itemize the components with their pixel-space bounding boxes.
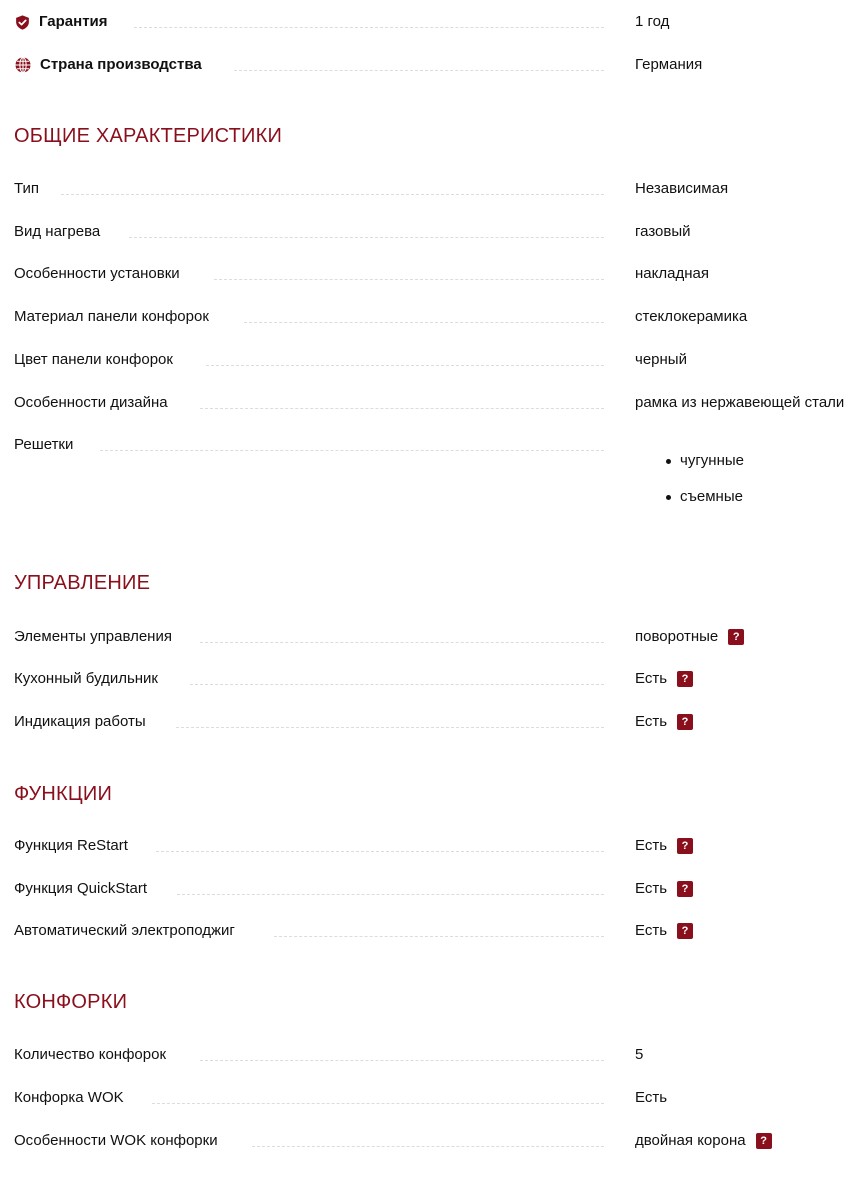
spec-label: Гарантия bbox=[39, 13, 108, 30]
shield-check-icon bbox=[14, 14, 31, 31]
section-title-general: ОБЩИЕ ХАРАКТЕРИСТИКИ bbox=[14, 125, 283, 147]
spec-value: рамка из нержавеющей стали bbox=[635, 394, 845, 411]
help-icon[interactable]: ? bbox=[677, 881, 693, 897]
leader-dots bbox=[177, 894, 604, 895]
spec-row bbox=[14, 1089, 862, 1119]
spec-row bbox=[14, 351, 862, 381]
spec-label: Особенности установки bbox=[14, 265, 180, 282]
spec-label: Решетки bbox=[14, 436, 74, 453]
spec-label: Автоматический электроподжиг bbox=[14, 922, 235, 939]
section-title-functions: ФУНКЦИИ bbox=[14, 783, 113, 805]
spec-row bbox=[14, 1046, 862, 1076]
spec-row bbox=[14, 265, 862, 295]
leader-dots bbox=[100, 450, 604, 451]
help-icon[interactable]: ? bbox=[728, 629, 744, 645]
spec-value: Есть bbox=[635, 880, 668, 897]
leader-dots bbox=[214, 279, 604, 280]
spec-label: Кухонный будильник bbox=[14, 670, 158, 687]
spec-value: стеклокерамика bbox=[635, 308, 748, 325]
spec-value: накладная bbox=[635, 265, 709, 282]
help-icon[interactable]: ? bbox=[677, 671, 693, 687]
spec-label: Индикация работы bbox=[14, 713, 146, 730]
spec-value: 1 год bbox=[635, 13, 670, 30]
leader-dots bbox=[190, 684, 604, 685]
spec-row bbox=[14, 713, 862, 743]
spec-row bbox=[14, 670, 862, 700]
spec-value: Есть bbox=[635, 713, 668, 730]
leader-dots bbox=[206, 365, 604, 366]
spec-row-country bbox=[14, 56, 862, 86]
spec-label: Элементы управления bbox=[14, 628, 172, 645]
help-icon[interactable]: ? bbox=[677, 838, 693, 854]
leader-dots bbox=[200, 642, 604, 643]
leader-dots bbox=[134, 27, 604, 28]
section-title-burners: КОНФОРКИ bbox=[14, 991, 128, 1013]
spec-label: Конфорка WOK bbox=[14, 1089, 124, 1106]
grates-value-list bbox=[650, 452, 744, 524]
spec-row-warranty bbox=[14, 13, 862, 43]
spec-label: Вид нагрева bbox=[14, 223, 101, 240]
help-icon[interactable]: ? bbox=[756, 1133, 772, 1149]
spec-label: Тип bbox=[14, 180, 40, 197]
spec-label: Функция QuickStart bbox=[14, 880, 148, 897]
spec-value: Есть bbox=[635, 837, 668, 854]
leader-dots bbox=[244, 322, 604, 323]
spec-value: 5 bbox=[635, 1046, 644, 1063]
spec-value: черный bbox=[635, 351, 687, 368]
spec-label: Материал панели конфорок bbox=[14, 308, 209, 325]
list-item: чугунные bbox=[650, 452, 744, 488]
spec-value: Есть bbox=[635, 670, 668, 687]
spec-label: Функция ReStart bbox=[14, 837, 128, 854]
leader-dots bbox=[61, 194, 604, 195]
leader-dots bbox=[234, 70, 604, 71]
help-icon[interactable]: ? bbox=[677, 923, 693, 939]
spec-label: Цвет панели конфорок bbox=[14, 351, 173, 368]
spec-row bbox=[14, 394, 862, 424]
spec-value: Независимая bbox=[635, 180, 729, 197]
help-icon[interactable]: ? bbox=[677, 714, 693, 730]
spec-row bbox=[14, 837, 862, 867]
leader-dots bbox=[252, 1146, 604, 1147]
leader-dots bbox=[274, 936, 604, 937]
leader-dots bbox=[176, 727, 604, 728]
spec-row bbox=[14, 922, 862, 952]
leader-dots bbox=[152, 1103, 604, 1104]
leader-dots bbox=[200, 408, 604, 409]
spec-row bbox=[14, 628, 862, 658]
spec-row bbox=[14, 880, 862, 910]
spec-value: Есть bbox=[635, 922, 668, 939]
globe-icon bbox=[14, 56, 32, 74]
spec-value: Германия bbox=[635, 56, 703, 73]
leader-dots bbox=[129, 237, 604, 238]
section-title-control: УПРАВЛЕНИЕ bbox=[14, 572, 151, 594]
spec-row bbox=[14, 1132, 862, 1162]
spec-row bbox=[14, 180, 862, 210]
list-item: съемные bbox=[650, 488, 744, 524]
spec-value: двойная корона bbox=[635, 1132, 746, 1149]
spec-label: Страна производства bbox=[40, 56, 202, 73]
spec-label: Особенности WOK конфорки bbox=[14, 1132, 218, 1149]
spec-row bbox=[14, 223, 862, 253]
leader-dots bbox=[200, 1060, 604, 1061]
spec-label: Особенности дизайна bbox=[14, 394, 168, 411]
spec-label: Количество конфорок bbox=[14, 1046, 167, 1063]
spec-value: Есть bbox=[635, 1089, 668, 1106]
leader-dots bbox=[156, 851, 604, 852]
spec-row bbox=[14, 308, 862, 338]
spec-value: поворотные bbox=[635, 628, 719, 645]
spec-value: газовый bbox=[635, 223, 691, 240]
